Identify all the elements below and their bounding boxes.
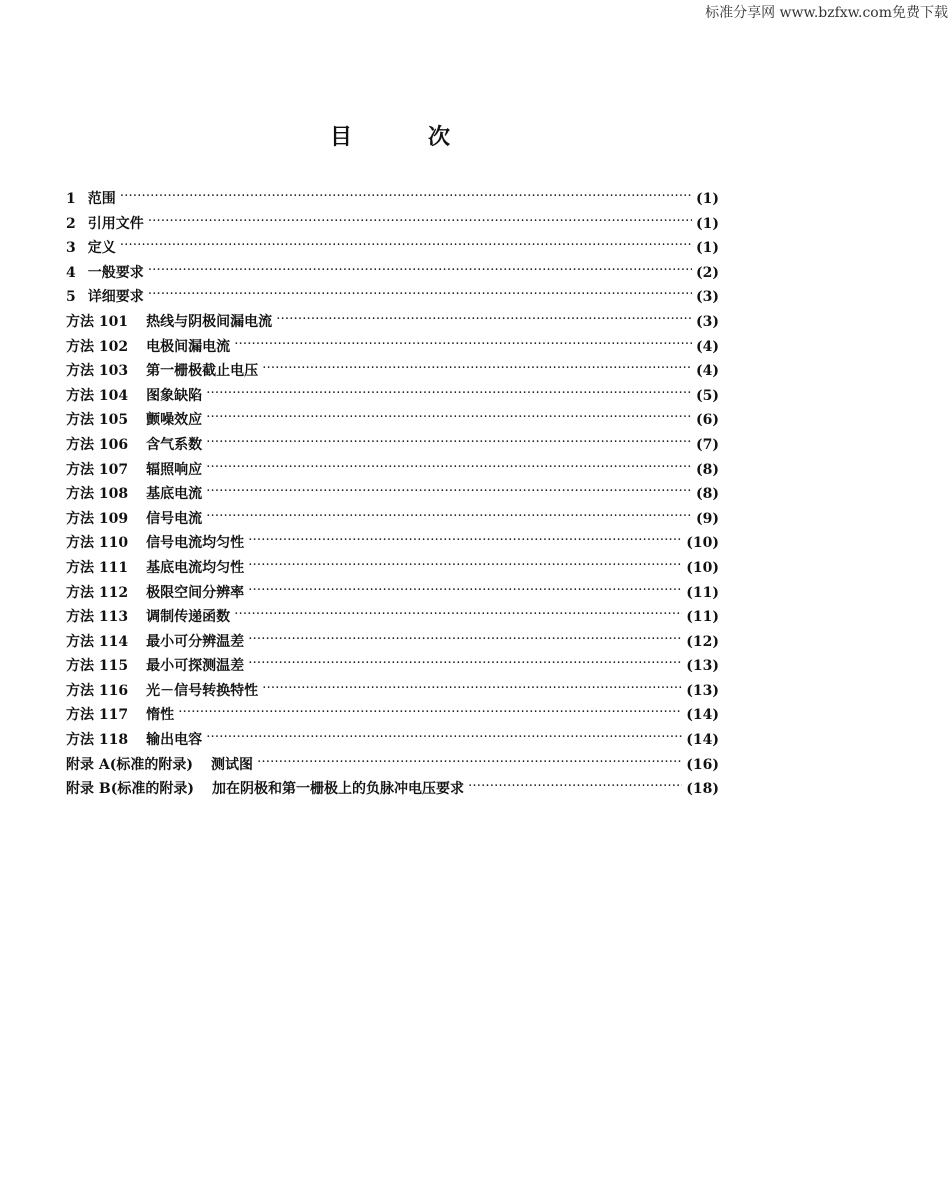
toc-entry-number: 2 <box>66 215 76 232</box>
toc-entry-page: (1) <box>696 191 719 207</box>
toc-dot-leader <box>206 728 682 744</box>
toc-entry-number: 方法 106 <box>66 436 129 453</box>
toc-entry[interactable] <box>66 458 719 483</box>
toc-dot-leader <box>206 384 692 400</box>
toc-entry-label: 最小可探测温差 <box>146 658 245 675</box>
toc-entry-label: 引用文件 <box>87 215 144 232</box>
toc-entry-page: (3) <box>696 289 719 306</box>
toc-dot-leader <box>148 212 692 228</box>
toc-dot-leader <box>206 408 692 424</box>
toc-entry-label: 定义 <box>87 240 116 257</box>
toc-entry-page: (3) <box>696 313 719 330</box>
toc-entry-page: (4) <box>696 338 719 355</box>
toc-entry-label: 测试图 <box>210 756 253 773</box>
toc-entry-number: 方法 104 <box>66 387 129 404</box>
watermark-text: 标准分享网 www.bzfxw.com免费下载 <box>705 5 948 21</box>
toc-entry-page: (7) <box>696 436 719 453</box>
toc-entry-page: (5) <box>696 387 719 404</box>
toc-entry[interactable] <box>66 728 719 753</box>
toc-entry[interactable] <box>66 384 719 409</box>
toc-entry-label: 热线与阴极间漏电流 <box>146 313 273 330</box>
toc-entry-label: 极限空间分辨率 <box>146 584 245 601</box>
toc-entry-number: 5 <box>66 289 76 306</box>
toc-entry-label: 第一栅极截止电压 <box>146 363 259 380</box>
toc-entry-number: 方法 107 <box>66 461 129 478</box>
toc-entry-label: 惰性 <box>146 707 175 724</box>
toc-entry-number: 方法 113 <box>66 609 129 626</box>
toc-entry[interactable] <box>66 753 719 778</box>
toc-dot-leader <box>257 753 682 769</box>
toc-dot-leader <box>248 630 682 646</box>
toc-entry-page: (8) <box>696 486 719 503</box>
toc-dot-leader <box>206 458 692 474</box>
toc-entry[interactable] <box>66 703 719 728</box>
toc-entry-number: 方法 117 <box>66 707 129 724</box>
toc-entry[interactable] <box>66 433 719 458</box>
toc-dot-leader <box>248 654 682 670</box>
toc-entry-page: (13) <box>686 658 719 675</box>
toc-entry[interactable] <box>66 531 719 556</box>
toc-entry-page: (14) <box>686 732 719 749</box>
toc-entry-page: (8) <box>696 461 719 478</box>
toc-dot-leader <box>248 531 682 547</box>
table-of-contents <box>66 187 719 802</box>
toc-entry-label: 范围 <box>87 191 116 207</box>
toc-entry-page: (1) <box>696 215 719 232</box>
page-title <box>0 120 780 151</box>
toc-entry-number: 方法 102 <box>66 338 129 355</box>
toc-entry-number: 方法 116 <box>66 682 129 699</box>
toc-dot-leader <box>120 236 692 252</box>
toc-dot-leader <box>234 335 692 351</box>
toc-entry[interactable] <box>66 261 719 286</box>
toc-entry-label: 加在阴极和第一栅极上的负脉冲电压要求 <box>211 781 464 798</box>
toc-entry[interactable] <box>66 482 719 507</box>
toc-entry-number: 方法 118 <box>66 732 129 749</box>
toc-entry[interactable] <box>66 236 719 261</box>
toc-entry-label: 含气系数 <box>146 436 203 453</box>
toc-dot-leader <box>248 556 682 572</box>
toc-dot-leader <box>120 187 692 203</box>
toc-entry[interactable] <box>66 212 719 237</box>
toc-entry[interactable] <box>66 408 719 433</box>
toc-dot-leader <box>148 285 692 301</box>
toc-entry-number: 方法 103 <box>66 363 129 380</box>
toc-entry-number: 附录 B(标准的附录) <box>66 781 194 798</box>
toc-entry-page: (14) <box>686 707 719 724</box>
toc-entry-page: (4) <box>696 363 719 380</box>
toc-dot-leader <box>262 359 692 375</box>
toc-entry-label: 调制传递函数 <box>146 609 231 626</box>
toc-entry-label: 一般要求 <box>87 264 144 281</box>
toc-entry-label: 信号电流均匀性 <box>146 535 245 552</box>
toc-entry-page: (11) <box>686 609 719 626</box>
page-title-right: 次 <box>428 125 451 150</box>
toc-entry-number: 方法 101 <box>66 313 129 330</box>
toc-dot-leader <box>262 679 682 695</box>
toc-entry-label: 图象缺陷 <box>146 387 203 404</box>
toc-entry[interactable] <box>66 187 719 212</box>
toc-dot-leader <box>206 507 692 523</box>
toc-entry-number: 附录 A(标准的附录) <box>66 756 193 773</box>
toc-entry-label: 最小可分辨温差 <box>146 633 245 650</box>
toc-entry[interactable] <box>66 285 719 310</box>
toc-entry-label: 基底电流均匀性 <box>146 559 245 576</box>
toc-entry-page: (1) <box>696 240 719 257</box>
toc-entry[interactable] <box>66 630 719 655</box>
toc-dot-leader <box>148 261 692 277</box>
toc-entry-number: 方法 114 <box>66 633 129 650</box>
toc-entry[interactable] <box>66 777 719 802</box>
toc-entry-label: 信号电流 <box>146 510 203 527</box>
toc-entry-number: 3 <box>66 240 76 257</box>
toc-entry-number: 方法 110 <box>66 535 129 552</box>
toc-entry-page: (18) <box>686 781 719 798</box>
toc-entry-number: 方法 111 <box>66 559 129 576</box>
toc-entry-number: 方法 109 <box>66 510 129 527</box>
toc-dot-leader <box>276 310 692 326</box>
toc-entry-number: 4 <box>66 264 76 281</box>
toc-entry-number: 方法 105 <box>66 412 129 429</box>
toc-dot-leader <box>206 433 692 449</box>
toc-dot-leader <box>468 777 682 793</box>
toc-entry-page: (10) <box>686 535 719 552</box>
page-title-left: 目 <box>329 125 352 150</box>
toc-entry-number: 1 <box>66 191 76 207</box>
toc-entry-label: 输出电容 <box>146 732 203 749</box>
toc-entry[interactable] <box>66 556 719 581</box>
toc-entry-page: (13) <box>686 682 719 699</box>
toc-dot-leader <box>248 581 682 597</box>
toc-entry[interactable] <box>66 654 719 679</box>
toc-entry[interactable] <box>66 359 719 384</box>
toc-entry-page: (9) <box>696 510 719 527</box>
toc-entry-page: (2) <box>696 264 719 281</box>
toc-entry[interactable] <box>66 679 719 704</box>
toc-entry[interactable] <box>66 581 719 606</box>
toc-entry-page: (6) <box>696 412 719 429</box>
toc-entry-number: 方法 108 <box>66 486 129 503</box>
toc-dot-leader <box>234 605 682 621</box>
toc-entry[interactable] <box>66 310 719 335</box>
toc-entry[interactable] <box>66 335 719 360</box>
toc-dot-leader <box>178 703 682 719</box>
toc-entry-label: 电极间漏电流 <box>146 338 231 355</box>
toc-entry-label: 颤噪效应 <box>146 412 203 429</box>
toc-entry-label: 基底电流 <box>146 486 203 503</box>
toc-entry-page: (12) <box>686 633 719 650</box>
toc-entry-label: 辐照响应 <box>146 461 203 478</box>
toc-dot-leader <box>206 482 692 498</box>
toc-entry-number: 方法 115 <box>66 658 129 675</box>
toc-entry-page: (11) <box>686 584 719 601</box>
toc-entry-page: (10) <box>686 559 719 576</box>
toc-entry-label: 详细要求 <box>87 289 144 306</box>
toc-entry[interactable] <box>66 605 719 630</box>
toc-entry-number: 方法 112 <box>66 584 129 601</box>
toc-entry-page: (16) <box>686 756 719 773</box>
toc-entry-label: 光－信号转换特性 <box>146 682 259 699</box>
toc-entry[interactable] <box>66 507 719 532</box>
